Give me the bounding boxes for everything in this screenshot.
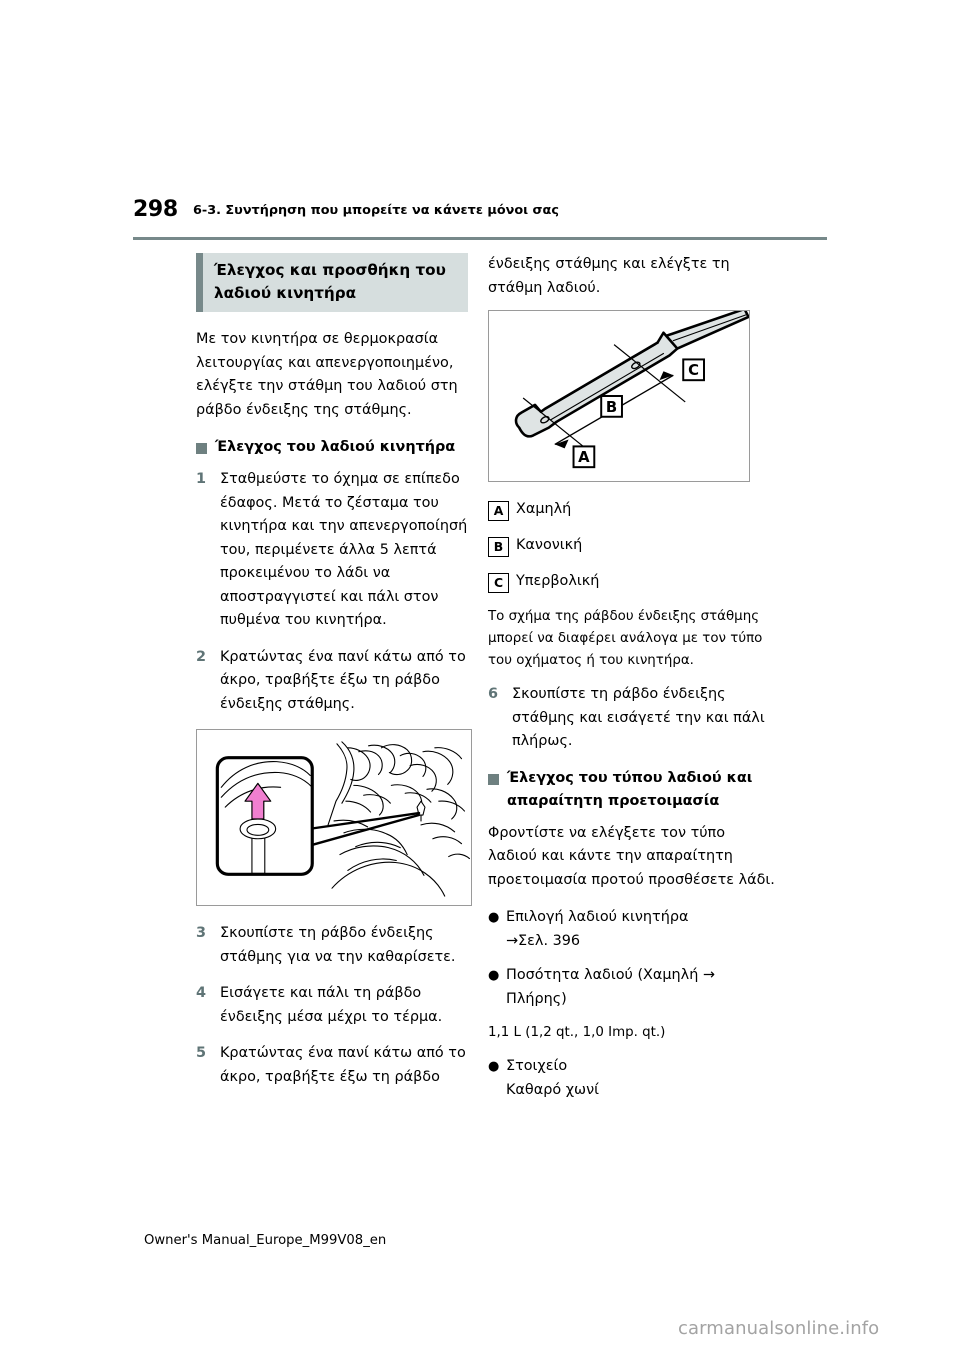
- page-number: 298: [133, 197, 178, 222]
- sub-heading-line-2: απαραίτητη προετοιμασία: [507, 792, 720, 809]
- section-title: 6-3. Συντήρηση που μπορείτε να κάνετε μόνοι σας: [193, 203, 559, 218]
- figure-dipstick: [488, 310, 750, 482]
- legend-item: [488, 570, 776, 593]
- continued-paragraph: ένδειξης στάθμης και ελέγξτε τη στάθμη λαδιού.: [488, 256, 730, 296]
- label-b-box: [601, 396, 622, 417]
- section-heading-line-2: λαδιού κινητήρα: [214, 284, 357, 302]
- legend-item: [488, 534, 776, 557]
- bullet-line-1: Στοιχείο: [506, 1058, 568, 1074]
- manual-code-footer: Owner's Manual_Europe_M99V08_en: [144, 1233, 387, 1248]
- legend-label: Χαμηλή: [516, 501, 572, 517]
- legend-label: Κανονική: [516, 537, 583, 553]
- header-divider: [133, 237, 827, 240]
- bullet-line-1: Επιλογή λαδιού κινητήρα: [506, 909, 689, 925]
- legend-key: C: [488, 573, 509, 593]
- step-text: Κρατώντας ένα πανί κάτω από το άκρο, τραβήξτε έξω τη ράβδο: [220, 1045, 466, 1085]
- sub-heading-oil-type: [488, 767, 776, 813]
- svg-text:C: C: [688, 362, 700, 380]
- step-item: [488, 683, 776, 754]
- step-item: [196, 922, 484, 969]
- sub-heading-label: [507, 767, 752, 813]
- step-item: [196, 1042, 484, 1089]
- step-text: Σκουπίστε τη ράβδο ένδειξης στάθμης και εισάγετέ την και πάλι πλήρως.: [512, 686, 765, 749]
- preparation-paragraph: Φροντίστε να ελέγξετε τον τύπο λαδιού και κάντε την απαραίτητη προετοιμασία προτού προσθέσετε λάδι.: [488, 824, 775, 888]
- square-bullet-icon: [488, 774, 499, 785]
- svg-text:B: B: [605, 398, 618, 416]
- step-number: 6: [488, 686, 499, 702]
- bullet-item: [488, 964, 776, 1011]
- sub-heading-oil-check: [196, 436, 484, 459]
- step-number: 2: [196, 648, 207, 665]
- intro-paragraph: Με τον κινητήρα σε θερμοκρασία λειτουργίας και απενεργοποιημένο, ελέγξτε την στάθμη του λαδιού στη ράβδο ένδειξης της στάθμης.: [196, 331, 458, 418]
- legend-key: A: [488, 501, 509, 521]
- bullet-text: [506, 1055, 599, 1102]
- square-bullet-icon: [196, 443, 207, 454]
- figure-engine-bay: [196, 729, 472, 906]
- bullet-item: [488, 1055, 776, 1102]
- step-text: Κρατώντας ένα πανί κάτω από το άκρο, τραβήξτε έξω τη ράβδο ένδειξης στάθμης.: [220, 648, 466, 712]
- step-text: Σταθμεύστε το όχημα σε επίπεδο έδαφος. Μετά το ζέσταμα του κινητήρα και την απενεργοποίησή του, περιμένετε άλλα 5 λεπτά προκειμένου το λάδι να αποστραγγιστεί και πάλι στον πυθμένα του κινητήρα.: [220, 471, 468, 628]
- legend-label: Υπερβολική: [516, 573, 600, 589]
- legend-key: B: [488, 537, 509, 557]
- label-c-box: [683, 359, 704, 380]
- step-number: 3: [196, 925, 207, 941]
- sub-heading-line-1: Έλεγχος του τύπου λαδιού και: [507, 769, 753, 786]
- left-column: [196, 253, 484, 1102]
- bullet-text: [506, 906, 688, 953]
- section-heading-box: [196, 253, 468, 312]
- sub-heading-label: Έλεγχος του λαδιού κινητήρα: [215, 439, 456, 455]
- site-watermark: carmanualsonline.info: [678, 1318, 880, 1339]
- step-item: [196, 646, 484, 717]
- round-bullet-icon: ●: [488, 968, 500, 983]
- bullet-line-2: →Σελ. 396: [506, 932, 581, 949]
- dipstick-note: Το σχήμα της ράβδου ένδειξης στάθμης μπορεί να διαφέρει ανάλογα με τον τύπο του οχήματος ή του κινητήρα.: [488, 609, 763, 668]
- step-text: Εισάγετε και πάλι τη ράβδο ένδειξης μέσα μέχρι το τέρμα.: [220, 985, 443, 1025]
- bullet-line-1: Ποσότητα λαδιού (Χαμηλή →: [506, 967, 715, 983]
- round-bullet-icon: ●: [488, 1059, 500, 1074]
- bullet-line-2: Καθαρό χωνί: [506, 1081, 599, 1098]
- legend-item: [488, 498, 776, 521]
- step-text: Σκουπίστε τη ράβδο ένδειξης στάθμης για να την καθαρίσετε.: [220, 925, 456, 965]
- step-number: 1: [196, 471, 207, 487]
- step-number: 5: [196, 1045, 207, 1061]
- svg-text:A: A: [578, 449, 590, 467]
- round-bullet-icon: ●: [488, 910, 500, 925]
- bullet-line-2: Πλήρης): [506, 990, 567, 1007]
- bullet-item: [488, 906, 776, 953]
- page-header: [133, 196, 827, 238]
- step-item: [196, 982, 484, 1029]
- section-heading-line-1: Έλεγχος και προσθήκη του: [214, 261, 446, 279]
- label-a-box: [574, 446, 595, 467]
- bullet-text: [506, 964, 715, 1011]
- step-number: 4: [196, 985, 207, 1001]
- right-column: [488, 253, 776, 1113]
- step-item: [196, 468, 484, 633]
- oil-quantity-value: 1,1 L (1,2 qt., 1,0 Imp. qt.): [488, 1025, 666, 1040]
